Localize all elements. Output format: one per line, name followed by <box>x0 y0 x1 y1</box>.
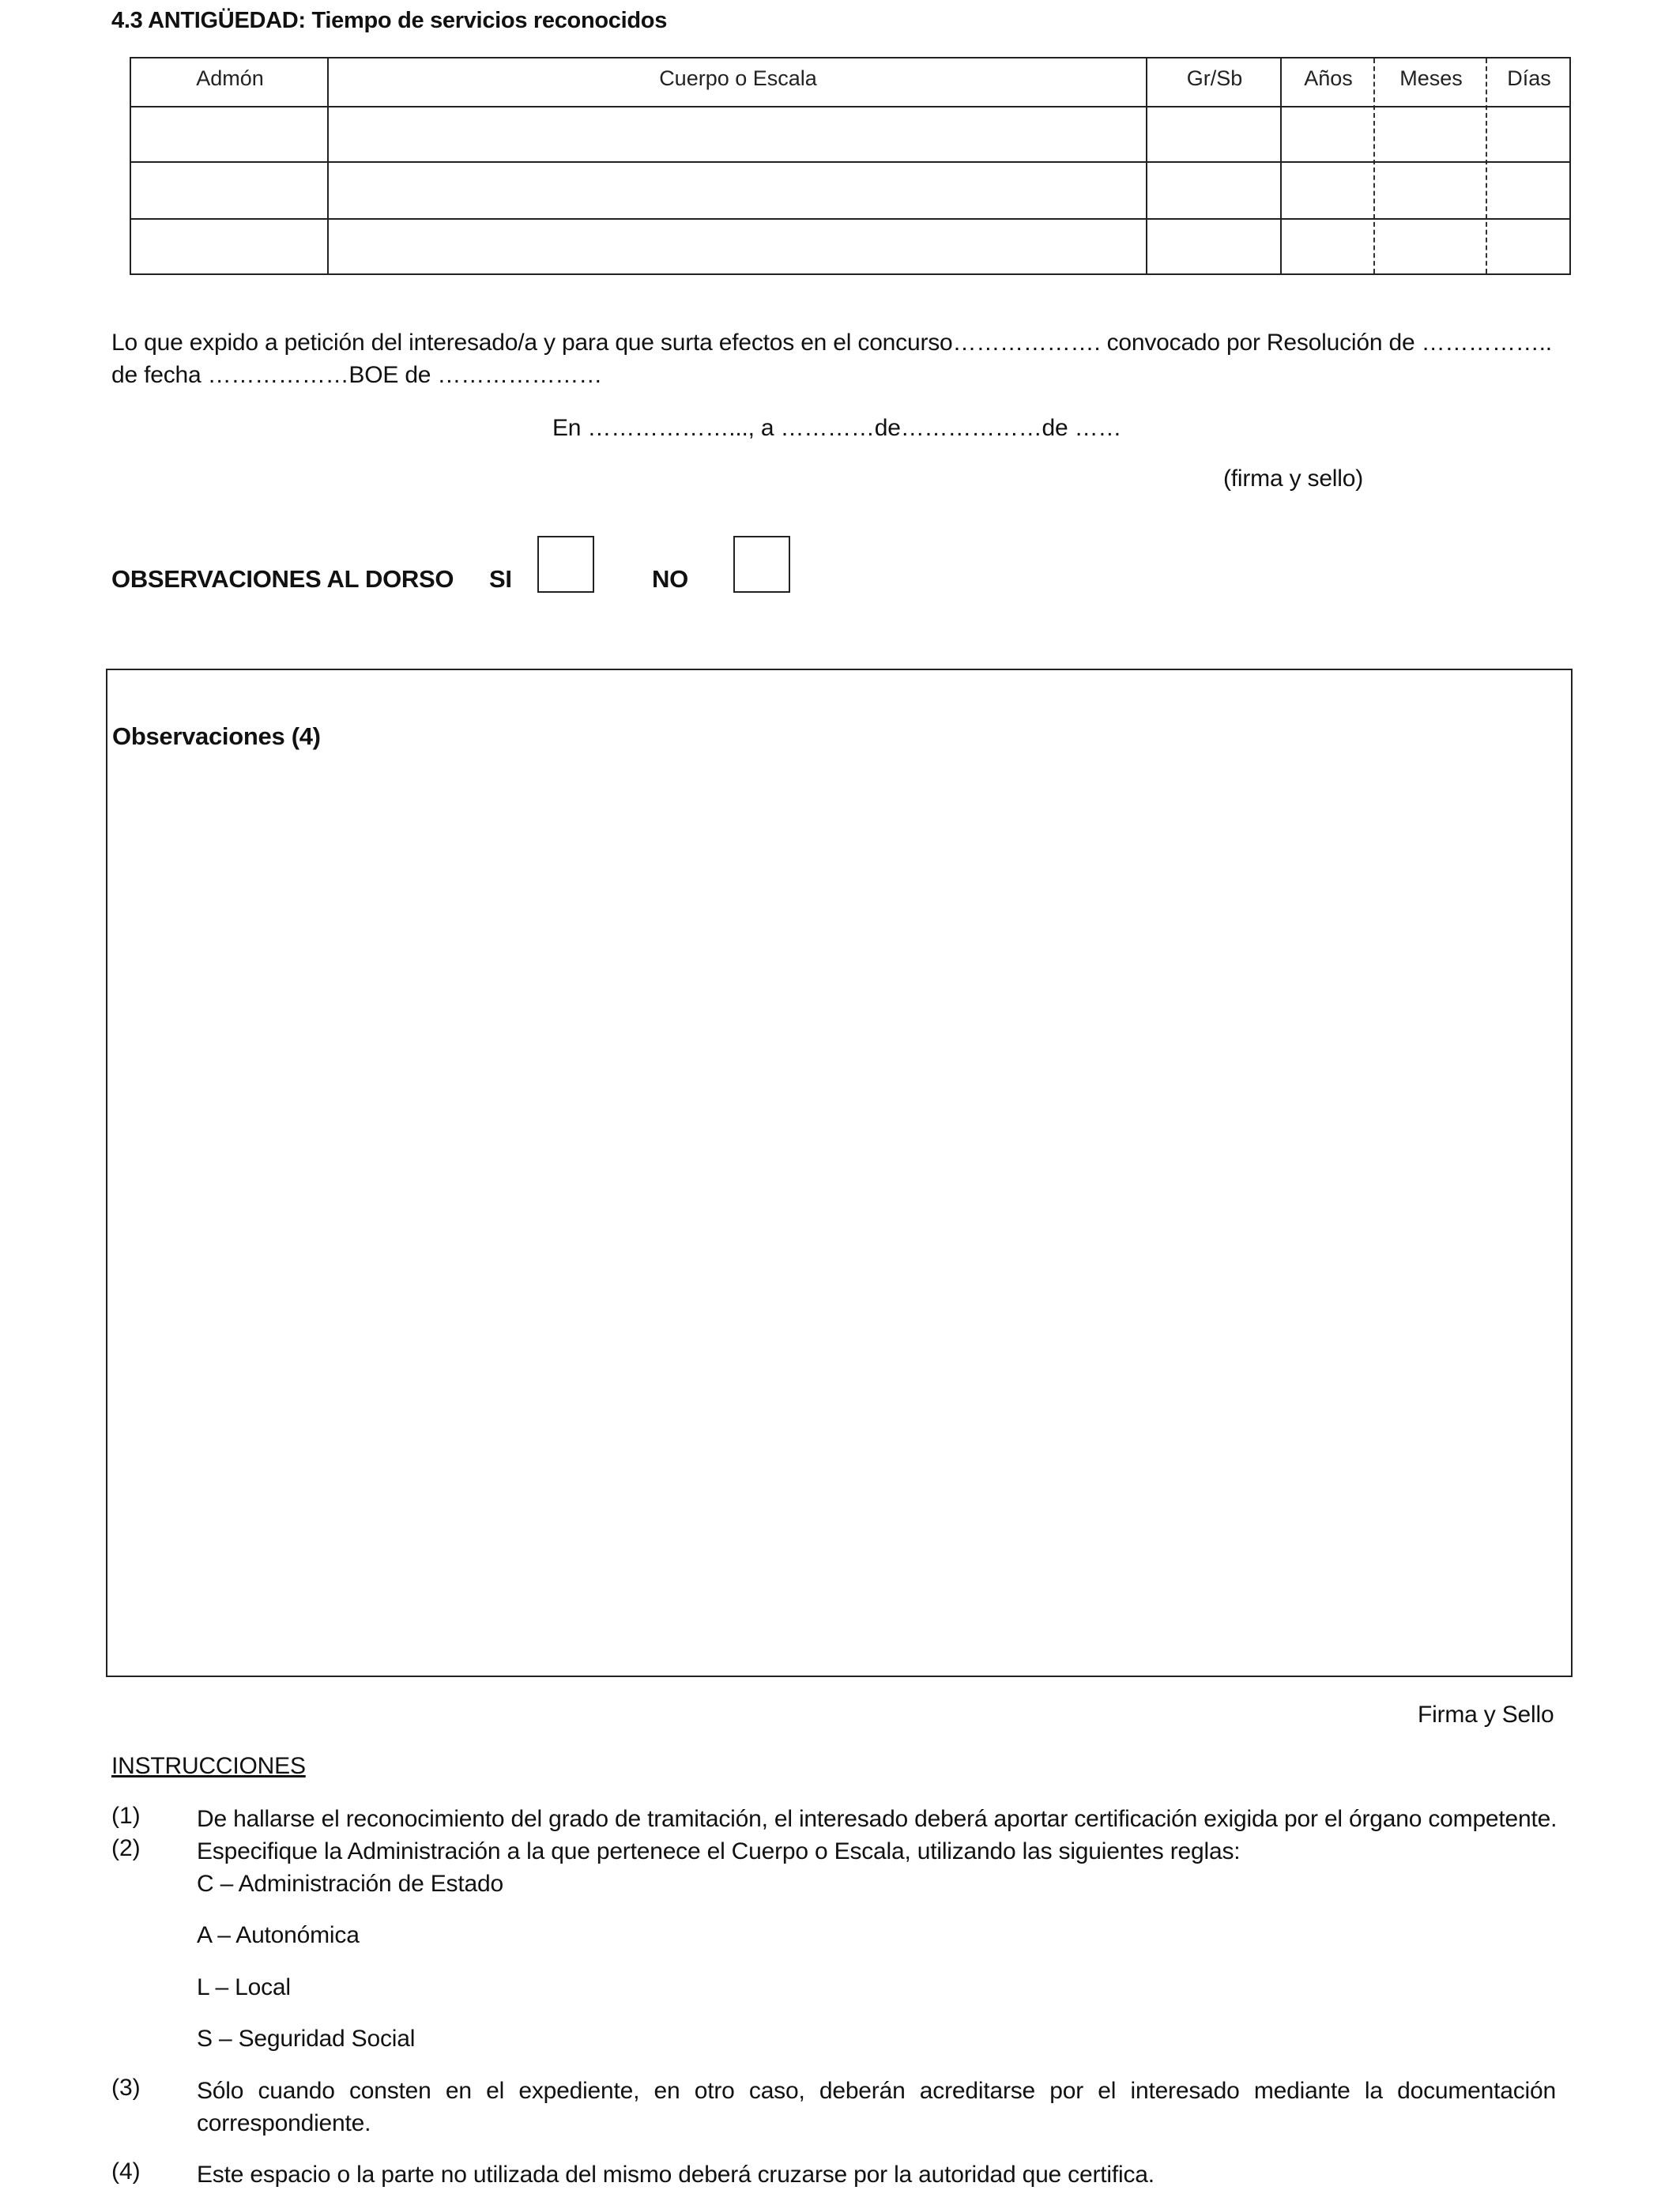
table-row[interactable] <box>131 107 1571 161</box>
signature-label: (firma y sello) <box>1223 466 1364 492</box>
instruction-rule: A – Autonómica <box>197 1922 360 1948</box>
instruction-rule: C – Administración de Estado <box>197 1871 503 1897</box>
statement-line-1: Lo que expido a petición del interesado/a y para que surta efectos en el concurso………………. convocado por Resolución de …………….. <box>111 330 1552 356</box>
si-checkbox[interactable] <box>537 536 594 593</box>
seniority-table <box>130 57 1571 275</box>
firma-sello-label: Firma y Sello <box>1418 1702 1554 1728</box>
instruction-text: De hallarse el reconocimiento del grado de tramitación, el interesado deberá aportar certificación exigida por el órgano competente. <box>197 1806 1558 1832</box>
instruction-rule: S – Seguridad Social <box>197 2026 416 2052</box>
instruction-number: (3) <box>111 2075 141 2101</box>
no-checkbox[interactable] <box>733 536 790 593</box>
instruction-rule: L – Local <box>197 1974 291 2000</box>
observations-dorso-label: OBSERVACIONES AL DORSO <box>111 565 454 593</box>
no-label: NO <box>652 565 688 593</box>
instruction-number: (4) <box>111 2158 141 2185</box>
header-anos: Años <box>1304 66 1353 90</box>
header-admon: Admón <box>196 66 264 90</box>
instruction-text: Este espacio o la parte no utilizada del mismo deberá cruzarse por la autoridad que certifica. <box>197 2162 1155 2188</box>
header-dias: Días <box>1507 66 1551 90</box>
header-meses: Meses <box>1399 66 1463 90</box>
table-row[interactable] <box>131 220 1571 273</box>
observations-title: Observaciones (4) <box>112 722 321 750</box>
instruction-number: (2) <box>111 1835 141 1861</box>
observations-box[interactable] <box>106 669 1573 1677</box>
instruction-text: Sólo cuando consten en el expediente, en otro caso, deberán acreditarse por el interesado mediante la documentación correspondiente. <box>197 2078 1556 2136</box>
table-row[interactable] <box>131 163 1571 218</box>
instruction-number: (1) <box>111 1803 141 1829</box>
header-cuerpo-escala: Cuerpo o Escala <box>659 66 817 90</box>
instructions-heading: INSTRUCCIONES <box>111 1753 306 1779</box>
section-title: 4.3 ANTIGÜEDAD: Tiempo de servicios reconocidos <box>111 8 668 33</box>
instruction-text: Especifique la Administración a la que pertenece el Cuerpo o Escala, utilizando las siguientes reglas: <box>197 1838 1241 1864</box>
place-date-line: En ………………..., a …………de………………de …… <box>552 415 1122 441</box>
statement-line-2: de fecha ………………BOE de ………………… <box>111 362 603 388</box>
si-label: SI <box>489 565 512 593</box>
header-gr-sb: Gr/Sb <box>1186 66 1243 90</box>
